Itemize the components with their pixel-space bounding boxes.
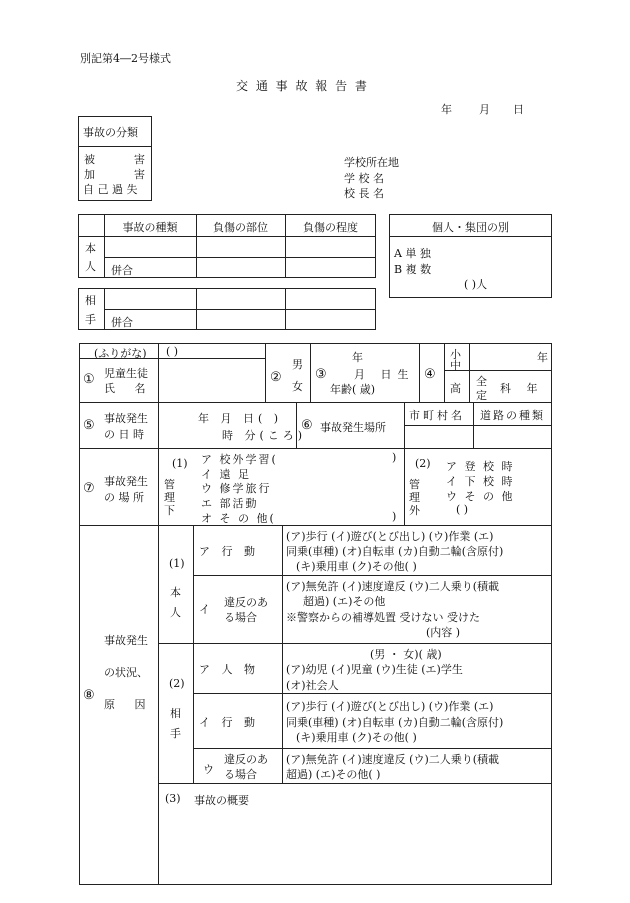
unmanaged-item-b: イ 下 校 時 (446, 475, 515, 488)
city-label: 市町村名 (409, 409, 465, 422)
occur-datetime-label: 事故発生 (104, 412, 148, 425)
combined-label-2: 併合 (111, 316, 133, 329)
student-label: 児童生徒 (104, 367, 148, 380)
item-num-2: ② (270, 370, 282, 385)
other-action-line-3: (キ)乗用車 (ク)その他( ) (296, 731, 417, 744)
group-single: A 単 独 (394, 247, 431, 260)
col-accident-type: 事故の種類 (122, 221, 178, 234)
self-section-a: 本 (170, 586, 181, 599)
group-people: ( )人 (464, 278, 488, 291)
birth-month-day: 月 日生 (354, 368, 415, 381)
group-heading: 個人・集団の別 (432, 221, 509, 234)
self-violation-label: イ (199, 603, 210, 616)
victim-label-b: 害 (134, 153, 145, 166)
male-label: 男 (292, 358, 303, 371)
item-num-4: ④ (424, 367, 436, 382)
grade-year: 年 (537, 351, 548, 364)
self-fault-label: 自 己 過 失 (83, 183, 138, 196)
unmanaged-item-a: ア 登 校 時 (446, 460, 515, 473)
item-num-1: ① (83, 372, 95, 387)
self-action-label: ア 行 動 (199, 545, 259, 558)
unmanaged-item-d: ( ) (456, 503, 469, 516)
col-injury-part: 負傷の部位 (213, 221, 268, 234)
location-label-2: の 場 所 (104, 491, 144, 504)
full-time: 全 (476, 375, 487, 388)
age-label: 年齢( 歳) (330, 383, 376, 396)
item-num-8: ⑧ (83, 688, 95, 703)
other-person-line-3: (オ)社会人 (286, 679, 339, 692)
combined-label: 併合 (111, 264, 133, 277)
date-year: 年 (441, 103, 452, 116)
summary-num: (3) (165, 792, 181, 805)
managed-num: (1) (172, 457, 188, 470)
school-middle: 中 (450, 359, 461, 372)
group-multiple: B 複 数 (394, 263, 432, 276)
other-person-line-1: (男 ・ 女)( 歳) (370, 648, 442, 661)
occur-date: 年 月 日( ) (198, 412, 283, 425)
self-violation-label-2: 違反のあ (224, 596, 268, 609)
school-name-label: 学 校 名 (344, 172, 384, 185)
other-action-line-2: 同乗(車種) (オ)自転車 (カ)自動二輪(含原付) (286, 716, 504, 729)
principal-name-label: 校 長 名 (344, 187, 384, 200)
other-violation-label: ウ (203, 763, 214, 776)
other-violation-line-1: (ア)無免許 (イ)速度違反 (ウ)二人乗り(積載 (286, 753, 500, 766)
managed-close-a: ) (392, 451, 397, 464)
self-violation-line-3: ※警察からの補導処置 受けない 受けた (286, 611, 480, 624)
cause-label-2: の状況、 (104, 666, 148, 679)
item-num-7: ⑦ (83, 481, 95, 496)
form-number: 別記第4―2号様式 (80, 52, 171, 65)
item-num-6: ⑥ (301, 418, 313, 433)
birth-year: 年 (352, 351, 363, 364)
other-person-line-2: (ア)幼児 (イ)児童 (ウ)生徒 (エ)学生 (286, 663, 463, 676)
self-label-a: 本 (85, 242, 96, 255)
occur-place-label: 事故発生場所 (320, 421, 386, 434)
self-violation-line-4: (内容 ) (426, 626, 461, 639)
furigana-paren: ( ) (166, 345, 179, 358)
other-violation-line-2: 超過) (エ)その他( ) (286, 768, 381, 781)
date-month: 月 (479, 103, 490, 116)
summary-label: 事故の概要 (194, 794, 249, 807)
other-violation-label-3: る場合 (224, 768, 257, 781)
managed-label: 管理下 (164, 478, 175, 517)
other-violation-label-2: 違反のあ (224, 753, 268, 766)
managed-item-b: イ 遠 足 (201, 468, 251, 481)
self-section-b: 人 (170, 606, 181, 619)
other-label-a: 相 (85, 294, 96, 307)
cause-label: 事故発生 (104, 634, 148, 647)
furigana-label: (ふりがな) (94, 347, 147, 360)
self-section-num: (1) (169, 557, 185, 570)
managed-close-e: ) (392, 510, 397, 523)
other-action-line-1: (ア)歩行 (イ)遊び(とび出し) (ウ)作業 (エ) (286, 700, 494, 713)
location-label: 事故発生 (104, 475, 148, 488)
self-label-b: 人 (85, 260, 96, 273)
managed-item-c: ウ 修学旅行 (201, 482, 272, 495)
unmanaged-label: 管理外 (409, 478, 420, 517)
cause-label-3: 原 因 (104, 698, 154, 711)
managed-item-a: ア 校外学習( (201, 453, 278, 466)
other-label-b: 手 (85, 313, 96, 326)
self-action-line-1: (ア)歩行 (イ)遊び(とび出し) (ウ)作業 (エ) (286, 530, 494, 543)
item-num-3: ③ (315, 367, 327, 382)
unmanaged-item-c: ウ そ の 他 (446, 490, 515, 503)
student-name-label: 氏 名 (104, 382, 154, 395)
self-action-line-3: (キ)乗用車 (ク)その他( ) (296, 560, 417, 573)
school-high: 高 (450, 382, 461, 395)
date-day: 日 (513, 103, 524, 116)
managed-item-e: オ そ の 他( (201, 512, 276, 525)
part-time: 定 (476, 389, 487, 402)
self-violation-label-3: る場合 (224, 611, 257, 624)
other-section-a: 相 (170, 707, 181, 720)
classification-heading: 事故の分類 (83, 126, 138, 139)
col-injury-degree: 負傷の程度 (303, 221, 358, 234)
other-section-num: (2) (169, 677, 185, 690)
managed-item-d: エ 部活動 (201, 497, 259, 510)
other-section-b: 手 (170, 727, 181, 740)
self-violation-line-1: (ア)無免許 (イ)速度違反 (ウ)二人乗り(積載 (286, 580, 500, 593)
assailant-label-b: 害 (134, 168, 145, 181)
other-action-label: イ 行 動 (199, 716, 259, 729)
document-title: 交 通 事 故 報 告 書 (236, 79, 369, 93)
self-violation-line-2: 超過) (エ)その他 (303, 595, 386, 608)
victim-label-a: 被 (84, 153, 95, 166)
course-year: 科 年 (500, 382, 544, 395)
self-action-line-2: 同乗(車種) (オ)自転車 (カ)自動二輪(含原付) (286, 545, 504, 558)
unmanaged-num: (2) (415, 457, 431, 470)
school-address-label: 学校所在地 (344, 156, 399, 169)
assailant-label-a: 加 (84, 168, 95, 181)
road-type-label: 道路の種類 (480, 409, 545, 422)
occur-datetime-label-2: の 日 時 (104, 428, 144, 441)
occur-time: 時 分(ころ) (222, 429, 307, 442)
school-small: 小 (450, 348, 461, 361)
female-label: 女 (292, 380, 303, 393)
other-person-label: ア 人 物 (199, 663, 259, 676)
item-num-5: ⑤ (83, 418, 95, 433)
